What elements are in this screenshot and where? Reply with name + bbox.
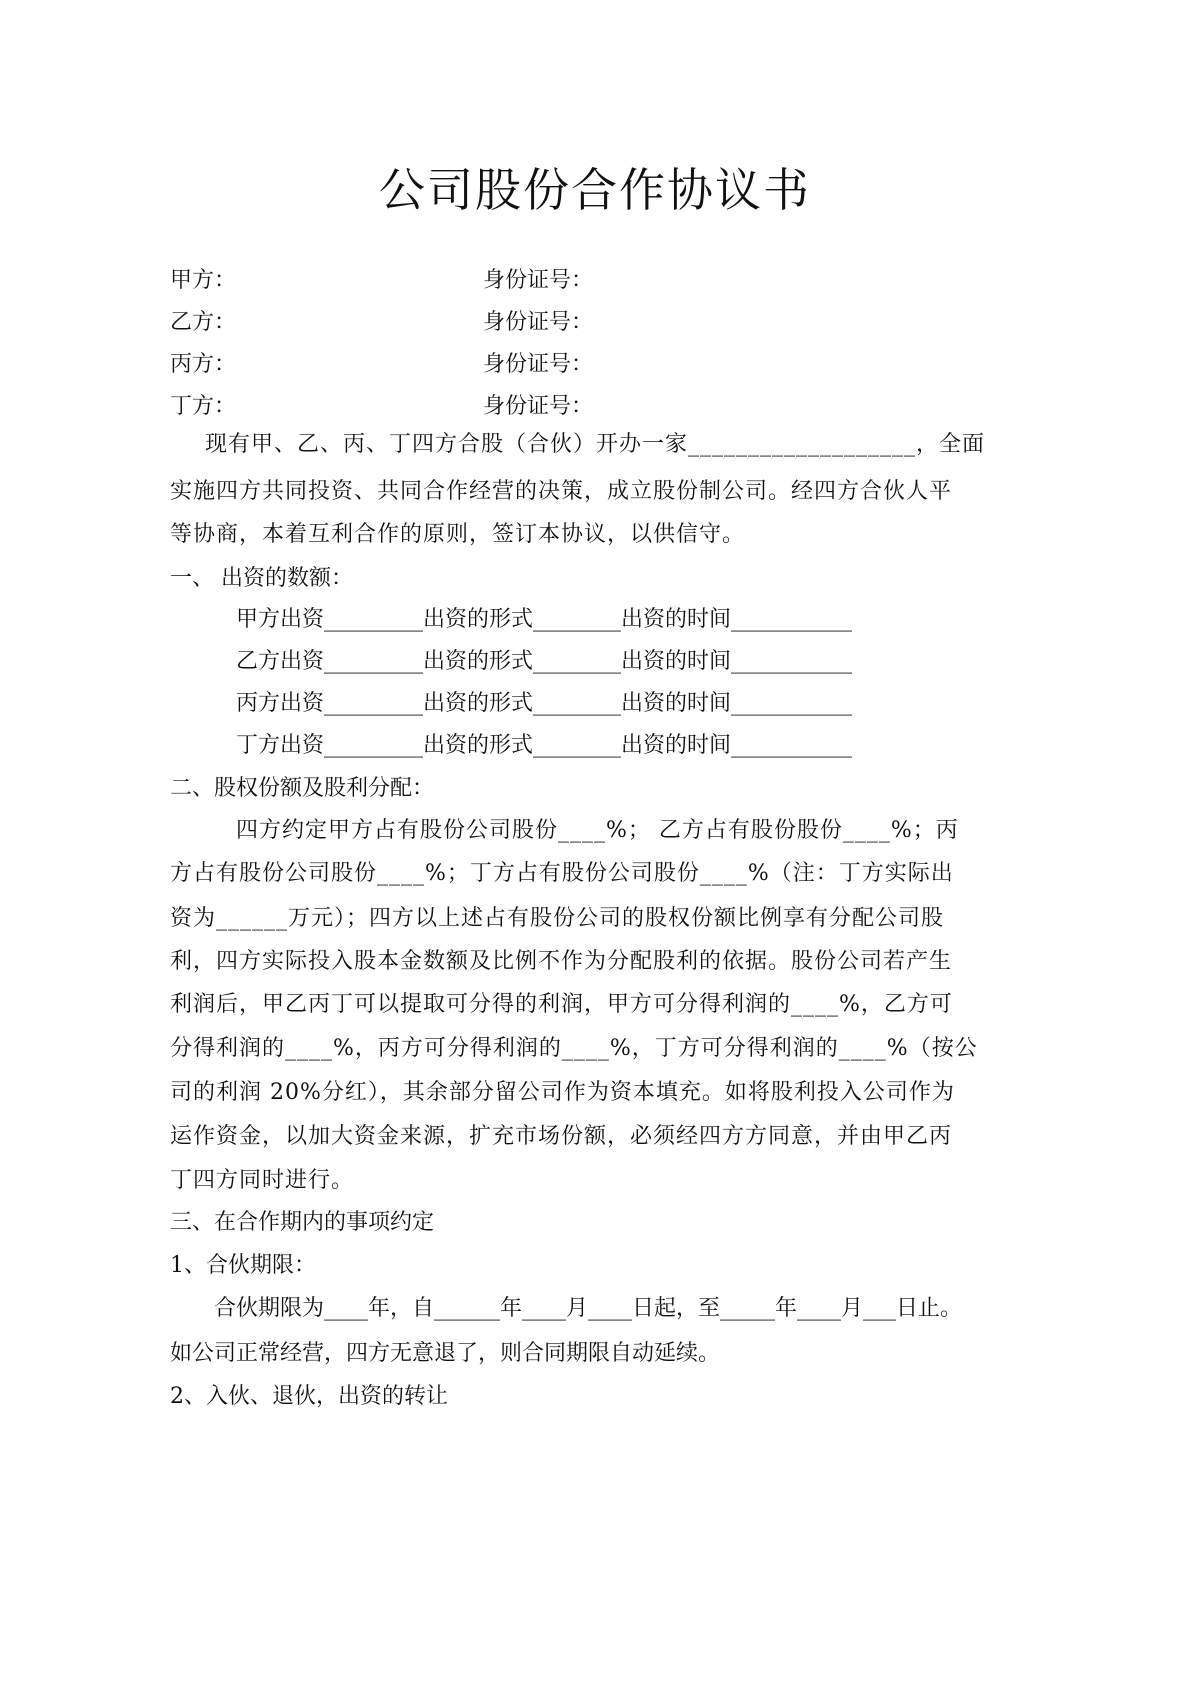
contribution-row: 丙方出资_________出资的形式________出资的时间___________ xyxy=(236,691,853,716)
party-a-label: 甲方： xyxy=(170,268,237,293)
intro-line: 实施四方共同投资、共同合作经营的决策，成立股份制公司。经四方合伙人平 xyxy=(170,479,953,504)
section-1-heading: 一、 出资的数额： xyxy=(170,566,353,591)
contribution-row: 乙方出资_________出资的形式________出资的时间___________ xyxy=(236,649,853,674)
contribution-row: 丁方出资_________出资的形式________出资的时间___________ xyxy=(236,733,853,758)
section-2-line: 方占有股份公司股份____%；丁方占有股份公司股份____%（注：丁方实际出 xyxy=(170,861,954,886)
subsection-1-heading: 1、合伙期限： xyxy=(170,1253,316,1278)
document-title: 公司股份合作协议书 xyxy=(379,163,811,217)
section-2-heading: 二、股权份额及股利分配： xyxy=(170,776,435,801)
section-2-line: 分得利润的____%，丙方可分得利润的____%，丁方可分得利润的____%（按公 xyxy=(170,1036,978,1061)
party-b-id-label: 身份证号： xyxy=(483,310,594,335)
party-c-id-label: 身份证号： xyxy=(483,352,594,377)
party-d-id-label: 身份证号： xyxy=(483,394,594,419)
party-b-label: 乙方： xyxy=(170,310,237,335)
partnership-term-line: 如公司正常经营，四方无意退了，则合同期限自动延续。 xyxy=(170,1341,721,1366)
section-2-line: 运作资金，以加大资金来源，扩充市场份额，必须经四方方同意，并由甲乙丙 xyxy=(170,1124,953,1149)
contribution-row: 甲方出资_________出资的形式________出资的时间___________ xyxy=(236,607,853,632)
party-a-id-label: 身份证号： xyxy=(483,268,594,293)
section-2-line: 司的利润 20%分红），其余部分留公司作为资本填充。如将股利投入公司作为 xyxy=(170,1080,955,1105)
party-d-label: 丁方： xyxy=(170,394,237,419)
section-3-heading: 三、在合作期内的事项约定 xyxy=(170,1210,435,1235)
section-2-line: 四方约定甲方占有股份公司股份____%； 乙方占有股份股份____%；丙 xyxy=(236,818,959,843)
section-2-line: 利，四方实际投入股本金数额及比例不作为分配股利的依据。股份公司若产生 xyxy=(170,949,953,974)
partnership-term-line: 合伙期限为____年，自______年____月____日起，至_____年____月___日止。 xyxy=(214,1296,963,1321)
intro-line: 现有甲、乙、丙、丁四方合股（合伙）开办一家___________________，全面 xyxy=(205,432,986,457)
intro-line: 等协商，本着互利合作的原则，签订本协议，以供信守。 xyxy=(170,522,746,547)
subsection-2-heading: 2、入伙、退伙，出资的转让 xyxy=(170,1384,448,1409)
section-2-line: 资为______万元）；四方以上述占有股份公司的股权份额比例享有分配公司股 xyxy=(170,906,945,931)
party-c-label: 丙方： xyxy=(170,352,237,377)
section-2-line: 丁四方同时进行。 xyxy=(170,1168,355,1193)
section-2-line: 利润后，甲乙丙丁可以提取可分得的利润，甲方可分得利润的____%，乙方可 xyxy=(170,992,953,1017)
